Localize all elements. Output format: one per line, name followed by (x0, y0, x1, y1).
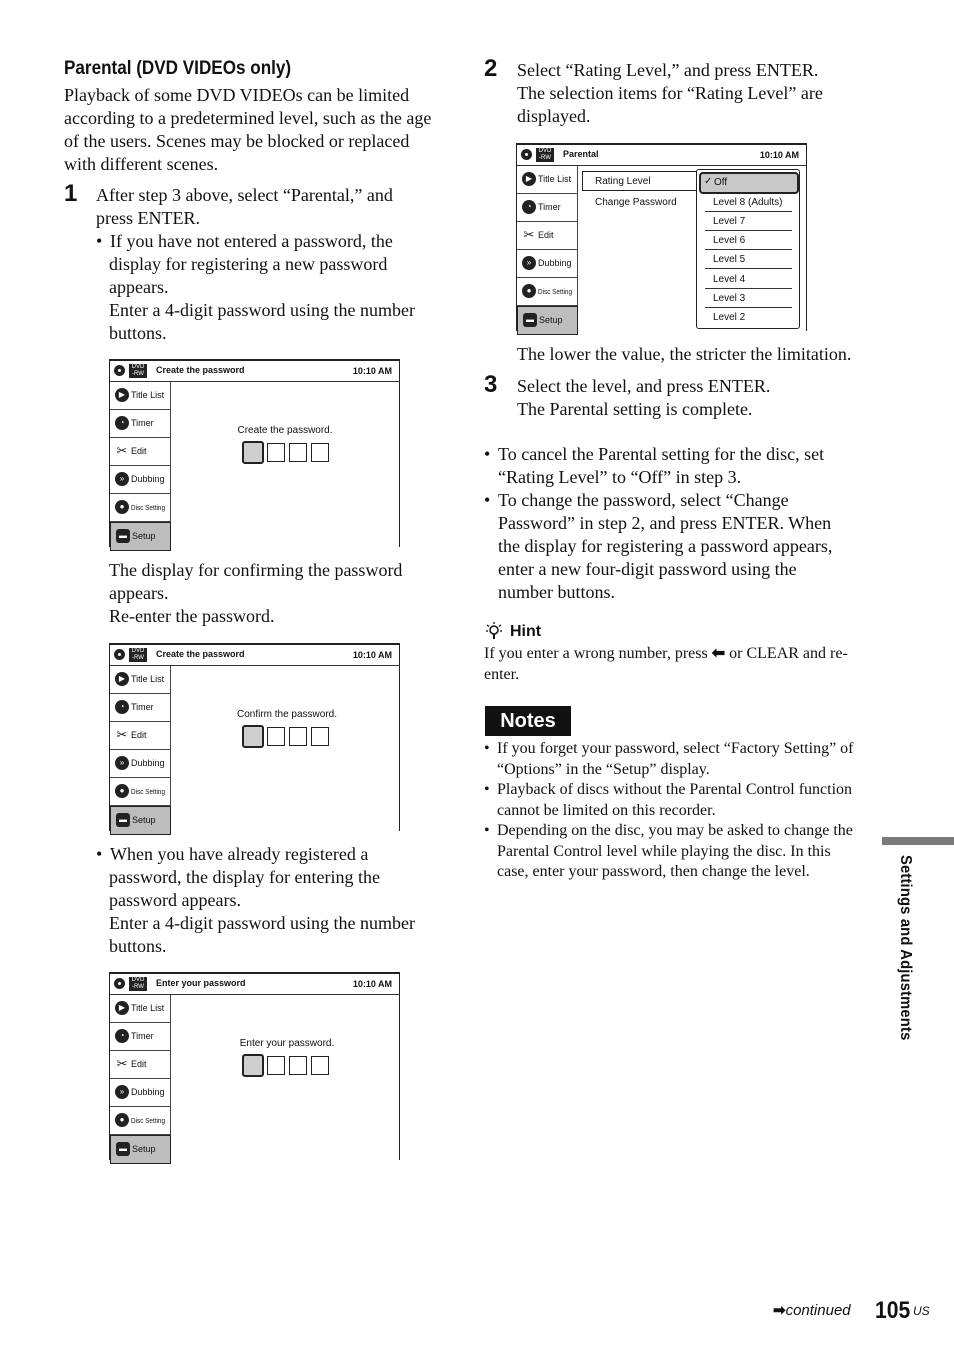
menu-item-timer[interactable]: ◔ Timer (517, 194, 578, 222)
password-digit-2[interactable] (267, 727, 285, 746)
notes-list: • If you forget your password, select “Factory Setting” of “Options” in the “Setup” display. • Playback of discs without the Parental Control function cannot be limited on this recorder. • Depending on the disc, you may be asked to change the Parental Control level while playing the disc. In this case, enter your password, then change the level. (484, 739, 876, 883)
dubbing-icon: » (115, 756, 129, 770)
menu-item-disc-setting[interactable]: ● Disc Setting (110, 1107, 171, 1135)
scissors-icon: ✂ (116, 1056, 128, 1071)
dubbing-icon: » (115, 1085, 129, 1099)
timer-icon: ◔ (115, 416, 129, 430)
menu-item-setup[interactable]: ▬ Setup (110, 522, 171, 551)
tip-item: • To cancel the Parental setting for the disc, set (484, 443, 874, 466)
dvd-rw-badge: DVD -RW (536, 148, 554, 162)
enter-prompt: Enter your password. (239, 1038, 335, 1049)
disc-setting-icon: ● (115, 1113, 129, 1127)
step-1-bullet-2: • When you have already registered a password, the display for entering the password appears. Enter a 4-digit password using the number buttons. (96, 843, 456, 958)
disc-icon (114, 365, 125, 376)
password-digit-3[interactable] (289, 727, 307, 746)
scissors-icon: ✂ (116, 727, 128, 742)
screen-header: DVD -RW Create the password 10:10 AM (110, 645, 400, 666)
hint-header: Hint (485, 621, 503, 646)
step-2-text: Select “Rating Level,” and press ENTER. The selection items for “Rating Level” are displayed. (517, 60, 823, 126)
section-title: Parental (DVD VIDEOs only) (64, 58, 292, 79)
menu-item-setup[interactable]: ▬ Setup (110, 806, 171, 835)
rating-option-off[interactable]: ✓ Off (699, 172, 799, 194)
menu-item-title-list[interactable]: ▶ Title List (517, 166, 578, 194)
title-list-icon: ▶ (522, 172, 536, 186)
menu-item-disc-setting[interactable]: ● Disc Setting (517, 278, 578, 306)
confirm-password-screen (109, 643, 400, 831)
confirm-text: The display for confirming the password appears. Re-enter the password. (109, 560, 403, 626)
lightbulb-icon (485, 621, 503, 641)
side-menu (110, 666, 171, 835)
title-list-icon: ▶ (115, 388, 129, 402)
menu-item-timer[interactable]: ◔ Timer (110, 1023, 171, 1051)
menu-item-edit[interactable]: ✂ Edit (517, 222, 578, 250)
password-digit-2[interactable] (267, 443, 285, 462)
menu-item-edit[interactable]: ✂ Edit (110, 722, 171, 750)
screen-header: DVD -RW Parental 10:10 AM (517, 145, 807, 166)
timer-icon: ◔ (115, 700, 129, 714)
step-2-after: The lower the value, the stricter the limitation. (517, 344, 852, 364)
password-digit-2[interactable] (267, 1056, 285, 1075)
notes-badge: Notes (485, 706, 571, 736)
toolbox-icon: ▬ (523, 313, 537, 327)
password-digit-1[interactable] (242, 441, 264, 464)
menu-item-title-list[interactable]: ▶ Title List (110, 666, 171, 694)
menu-item-edit[interactable]: ✂ Edit (110, 1051, 171, 1079)
dvd-rw-badge: DVD -RW (129, 977, 147, 991)
password-digit-1[interactable] (242, 725, 264, 748)
rating-level-2[interactable]: Level 2 (713, 312, 746, 323)
rating-level-3[interactable]: Level 3 (713, 293, 746, 304)
menu-item-title-list[interactable]: ▶ Title List (110, 382, 171, 410)
enter-password-screen (109, 972, 400, 1160)
note-item: • Playback of discs without the Parental Control function (484, 780, 876, 801)
step-3-text: Select the level, and press ENTER. The Parental setting is complete. (517, 376, 771, 419)
dvd-rw-badge: DVD -RW (129, 648, 147, 662)
timer-icon: ◔ (522, 200, 536, 214)
change-password-option[interactable]: Change Password (595, 197, 677, 208)
menu-item-timer[interactable]: ◔ Timer (110, 694, 171, 722)
password-digit-4[interactable] (311, 727, 329, 746)
rating-level-4[interactable]: Level 4 (713, 274, 746, 285)
title-list-icon: ▶ (115, 672, 129, 686)
hint-text: If you enter a wrong number, press ⬅ or CLEAR and re- enter. (484, 645, 848, 683)
step-3-number: 3 (484, 371, 498, 398)
note-item: • If you forget your password, select “Factory Setting” of (484, 739, 876, 760)
password-digit-1[interactable] (242, 1054, 264, 1077)
tips-list: • To cancel the Parental setting for the disc, set “Rating Level” to “Off” in step 3. • To change the password, select “Change Password” in step 2, and press ENTER. When the display for registering a password appears, enter a new four-digit password using the number buttons. (484, 443, 874, 604)
note-item: • Depending on the disc, you may be asked to change the (484, 821, 876, 842)
menu-item-dubbing[interactable]: » Dubbing (110, 750, 171, 778)
menu-item-setup[interactable]: ▬ Setup (517, 306, 578, 335)
step-1-bullet-1: • If you have not entered a password, the display for registering a new password appears. Enter a 4-digit password using the number buttons. (96, 230, 456, 345)
side-menu (110, 995, 171, 1164)
menu-item-dubbing[interactable]: » Dubbing (110, 1079, 171, 1107)
password-digit-4[interactable] (311, 1056, 329, 1075)
password-digit-4[interactable] (311, 443, 329, 462)
rating-level-option[interactable]: Rating Level (582, 171, 697, 191)
create-prompt: Create the password. (237, 425, 333, 436)
disc-icon (114, 649, 125, 660)
toolbox-icon: ▬ (116, 529, 130, 543)
side-menu (110, 382, 171, 551)
rating-level-8[interactable]: Level 8 (Adults) (713, 197, 783, 208)
dubbing-icon: » (522, 256, 536, 270)
back-arrow-icon: ⬅ (711, 645, 726, 662)
side-menu (517, 166, 578, 335)
password-digit-3[interactable] (289, 443, 307, 462)
step-2-number: 2 (484, 55, 498, 82)
title-list-icon: ▶ (115, 1001, 129, 1015)
tip-item: • To change the password, select “Change (484, 489, 874, 512)
menu-item-edit[interactable]: ✂ Edit (110, 438, 171, 466)
create-password-screen (109, 359, 400, 547)
page-number: 105 (875, 1297, 911, 1324)
disc-icon (114, 978, 125, 989)
screen-header: DVD -RW Create the password 10:10 AM (110, 361, 400, 382)
disc-icon (521, 149, 532, 160)
menu-item-dubbing[interactable]: » Dubbing (517, 250, 578, 278)
step-1-text: After step 3 above, select “Parental,” and press ENTER. (96, 185, 393, 228)
continued-label: ➡continued (773, 1302, 851, 1319)
toolbox-icon: ▬ (116, 813, 130, 827)
rating-level-6[interactable]: Level 6 (713, 235, 746, 246)
menu-item-setup[interactable]: ▬ Setup (110, 1135, 171, 1164)
menu-item-disc-setting[interactable]: ● Disc Setting (110, 778, 171, 806)
rating-level-5[interactable]: Level 5 (713, 254, 746, 265)
rating-level-7[interactable]: Level 7 (713, 216, 746, 227)
menu-item-disc-setting[interactable]: ● Disc Setting (110, 494, 171, 522)
step-1-number: 1 (64, 180, 78, 207)
disc-setting-icon: ● (522, 284, 536, 298)
check-icon: ✓ (704, 176, 713, 187)
region-code: US (913, 1304, 930, 1318)
dvd-rw-badge: DVD -RW (129, 364, 147, 378)
side-tab-label: Settings and Adjustments (897, 855, 914, 1041)
side-tab-bar (882, 837, 954, 845)
menu-item-title-list[interactable]: ▶ Title List (110, 995, 171, 1023)
timer-icon: ◔ (115, 1029, 129, 1043)
intro-paragraph: Playback of some DVD VIDEOs can be limited according to a predetermined level, such as the age of the users. Scenes may be blocked or replaced with different scenes. (64, 85, 432, 174)
password-digit-3[interactable] (289, 1056, 307, 1075)
right-arrow-icon: ➡ (773, 1302, 786, 1319)
toolbox-icon: ▬ (116, 1142, 130, 1156)
disc-setting-icon: ● (115, 784, 129, 798)
scissors-icon: ✂ (116, 443, 128, 458)
menu-item-dubbing[interactable]: » Dubbing (110, 466, 171, 494)
scissors-icon: ✂ (523, 227, 535, 242)
menu-item-timer[interactable]: ◔ Timer (110, 410, 171, 438)
dubbing-icon: » (115, 472, 129, 486)
disc-setting-icon: ● (115, 500, 129, 514)
confirm-prompt: Confirm the password. (236, 709, 338, 720)
screen-header: DVD -RW Enter your password 10:10 AM (110, 974, 400, 995)
